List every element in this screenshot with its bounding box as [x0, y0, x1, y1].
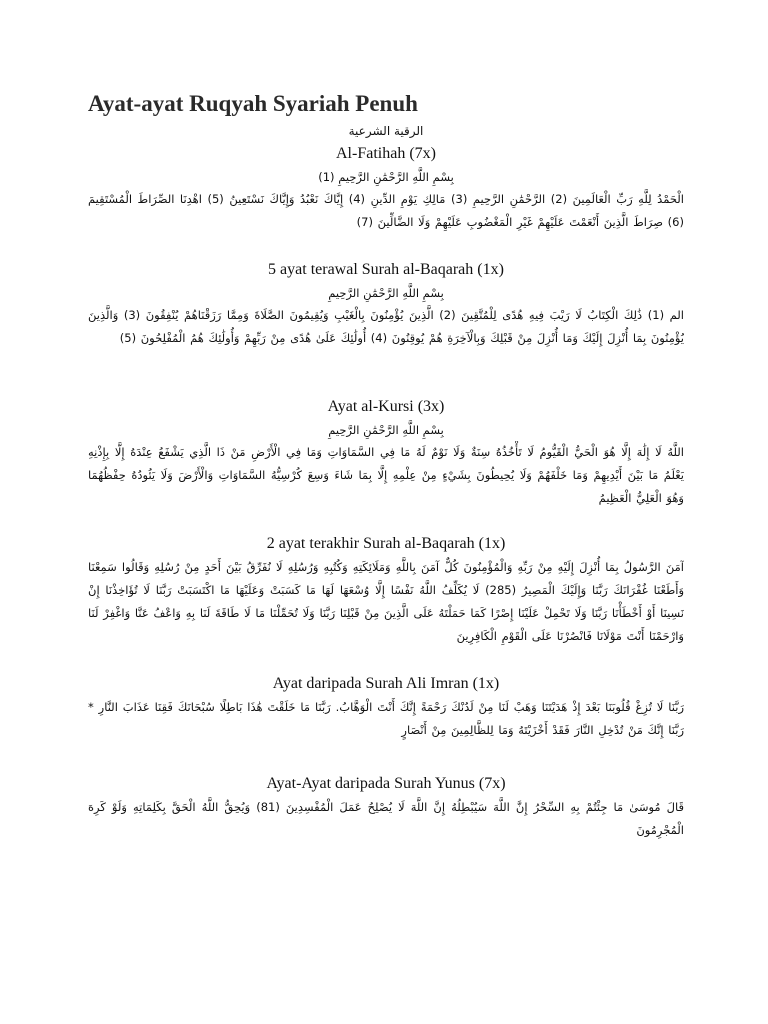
verse-text: الم (1) ذَٰلِكَ الْكِتَابُ لَا رَيْبَ فِيهِ هُدًى لِلْمُتَّقِينَ (2) الَّذِينَ يُؤْمِنُونَ بِالْغَيْبِ وَيُقِيمُونَ الصَّلَاةَ وَمِمَّا رَزَقْنَاهُمْ يُنْفِقُونَ (3) وَالَّذِينَ يُؤْمِنُونَ بِمَا أُنْزِلَ إِلَيْكَ وَمَا أُنْزِلَ مِنْ قَبْلِكَ وَبِالْآخِرَةِ هُمْ يُوقِنُونَ (4) أُولَٰئِكَ عَلَىٰ هُدًى مِنْ رَبِّهِمْ وَأُولَٰئِكَ هُمُ الْمُفْلِحُونَ (5)	[88, 308, 684, 345]
section-heading: 2 ayat terakhir Surah al-Baqarah (1x)	[266, 535, 506, 552]
section-yunus	[88, 772, 684, 842]
section-heading: Al-Fatihah (7x)	[336, 145, 436, 162]
verse-text: الْحَمْدُ لِلَّهِ رَبِّ الْعَالَمِينَ (2) الرَّحْمَٰنِ الرَّحِيمِ (3) مَالِكِ يَوْمِ الدِّينِ (4) إِيَّاكَ نَعْبُدُ وَإِيَّاكَ نَسْتَعِينُ (5) اهْدِنَا الصِّرَاطَ الْمُسْتَقِيمَ (6) صِرَاطَ الَّذِينَ أَنْعَمْتَ عَلَيْهِمْ غَيْرِ الْمَغْضُوبِ عَلَيْهِمْ وَلَا الضَّالِّينَ (7)	[88, 192, 684, 229]
section-heading: 5 ayat terawal Surah al-Baqarah (1x)	[268, 261, 504, 278]
basmala: بِسْمِ اللَّهِ الرَّحْمَٰنِ الرَّحِيمِ	[328, 423, 444, 437]
section-heading: Ayat-Ayat daripada Surah Yunus (7x)	[266, 775, 506, 792]
basmala: بِسْمِ اللَّهِ الرَّحْمَٰنِ الرَّحِيمِ	[328, 286, 444, 300]
section-heading: Ayat daripada Surah Ali Imran (1x)	[272, 675, 500, 692]
verse-text: قَالَ مُوسَىٰ مَا جِئْتُمْ بِهِ السِّحْرُ إِنَّ اللَّهَ سَيُبْطِلُهُ إِنَّ اللَّهَ لَا يُصْلِحُ عَمَلَ الْمُفْسِدِينَ (81) وَيُحِقُّ اللَّهُ الْحَقَّ بِكَلِمَاتِهِ وَلَوْ كَرِهَ الْمُجْرِمُونَ	[88, 800, 684, 837]
verse-text: اللَّهُ لَا إِلَٰهَ إِلَّا هُوَ الْحَيُّ الْقَيُّومُ لَا تَأْخُذُهُ سِنَةٌ وَلَا نَوْمٌ لَهُ مَا فِي السَّمَاوَاتِ وَمَا فِي الْأَرْضِ مَنْ ذَا الَّذِي يَشْفَعُ عِنْدَهُ إِلَّا بِإِذْنِهِ يَعْلَمُ مَا بَيْنَ أَيْدِيهِمْ وَمَا خَلْفَهُمْ وَلَا يُحِيطُونَ بِشَيْءٍ مِنْ عِلْمِهِ إِلَّا بِمَا شَاءَ وَسِعَ كُرْسِيُّهُ السَّمَاوَاتِ وَالْأَرْضَ وَلَا يَئُودُهُ حِفْظُهُمَا وَهُوَ الْعَلِيُّ الْعَظِيمُ	[88, 445, 684, 505]
document-page	[88, 88, 684, 842]
verse-text: آمَنَ الرَّسُولُ بِمَا أُنْزِلَ إِلَيْهِ مِنْ رَبِّهِ وَالْمُؤْمِنُونَ كُلٌّ آمَنَ بِاللَّهِ وَمَلَائِكَتِهِ وَكُتُبِهِ وَرُسُلِهِ لَا نُفَرِّقُ بَيْنَ أَحَدٍ مِنْ رُسُلِهِ وَقَالُوا سَمِعْنَا وَأَطَعْنَا غُفْرَانَكَ رَبَّنَا وَإِلَيْكَ الْمَصِيرُ (285) لَا يُكَلِّفُ اللَّهُ نَفْسًا إِلَّا وُسْعَهَا لَهَا مَا كَسَبَتْ وَعَلَيْهَا مَا اكْتَسَبَتْ رَبَّنَا لَا تُؤَاخِذْنَا إِنْ نَسِينَا أَوْ أَخْطَأْنَا رَبَّنَا وَلَا تَحْمِلْ عَلَيْنَا إِصْرًا كَمَا حَمَلْتَهُ عَلَى الَّذِينَ مِنْ قَبْلِنَا رَبَّنَا وَلَا تُحَمِّلْنَا مَا لَا طَاقَةَ لَنَا بِهِ وَاعْفُ عَنَّا وَاغْفِرْ لَنَا وَارْحَمْنَا أَنْتَ مَوْلَانَا فَانْصُرْنَا عَلَى الْقَوْمِ الْكَافِرِينَ	[88, 560, 684, 643]
arabic-subtitle: الرقية الشرعية	[348, 124, 424, 138]
section-heading: Ayat al-Kursi (3x)	[327, 398, 445, 415]
section-al-fatihah	[88, 142, 684, 234]
section-al-baqarah-last	[88, 532, 684, 648]
document-title: Ayat-ayat Ruqyah Syariah Penuh	[88, 91, 418, 116]
section-ali-imran	[88, 672, 684, 742]
basmala: بِسْمِ اللَّهِ الرَّحْمَٰنِ الرَّحِيمِ (1)	[318, 170, 454, 184]
verse-text: رَبَّنَا لَا تُزِغْ قُلُوبَنَا بَعْدَ إِذْ هَدَيْتَنَا وَهَبْ لَنَا مِنْ لَدُنْكَ رَحْمَةً إِنَّكَ أَنْتَ الْوَهَّابُ. رَبَّنَا مَا خَلَقْتَ هَٰذَا بَاطِلًا سُبْحَانَكَ فَقِنَا عَذَابَ النَّارِ * رَبَّنَا إِنَّكَ مَنْ تُدْخِلِ النَّارَ فَقَدْ أَخْزَيْتَهُ وَمَا لِلظَّالِمِينَ مِنْ أَنْصَارٍ	[88, 700, 684, 737]
section-ayat-al-kursi	[88, 395, 684, 510]
section-al-baqarah-first	[88, 258, 684, 373]
